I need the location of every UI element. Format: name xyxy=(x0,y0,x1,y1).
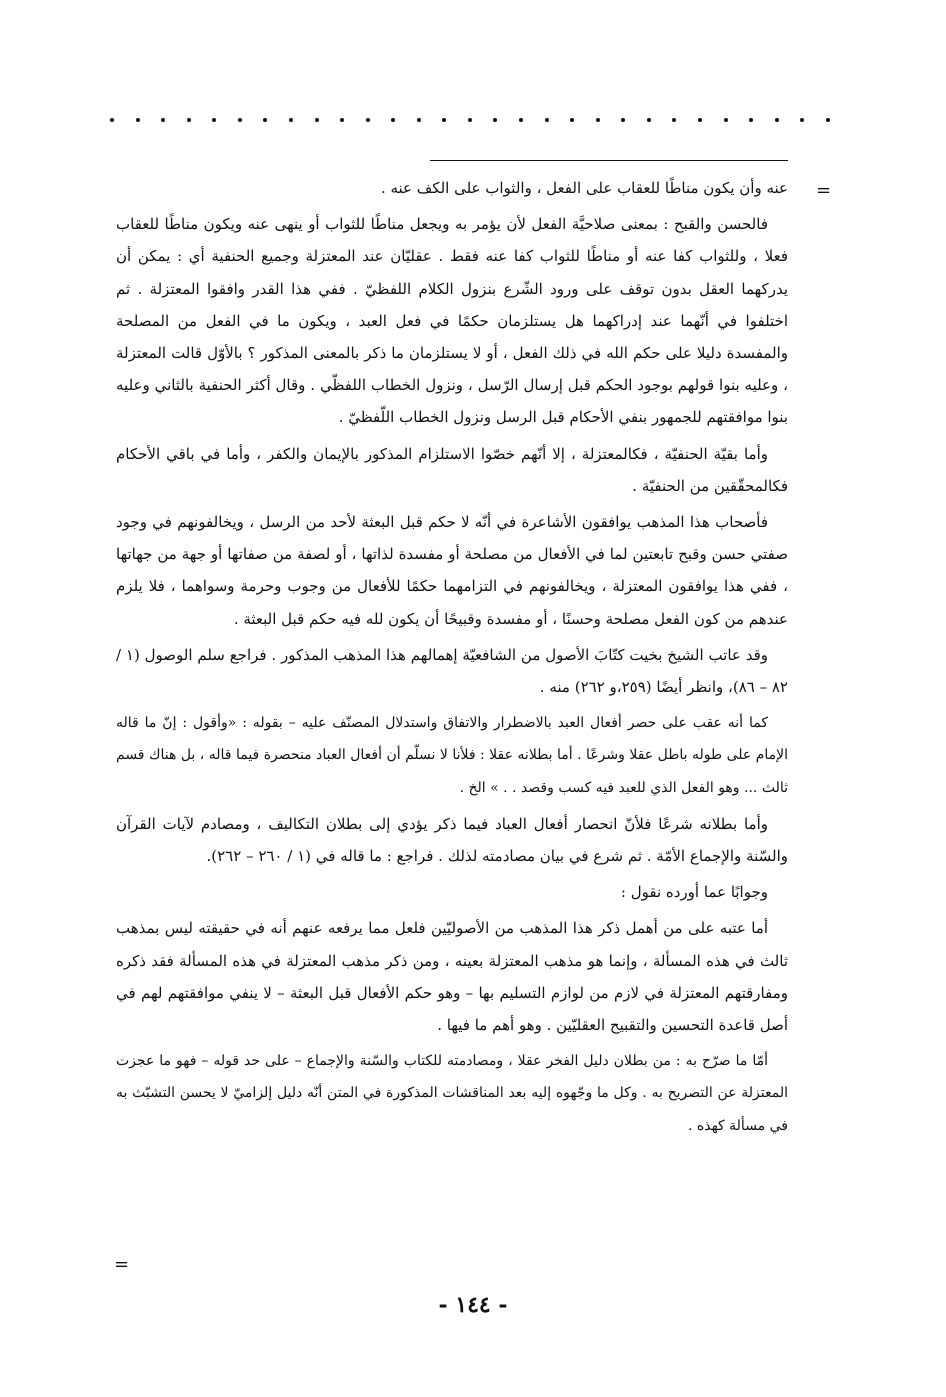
paragraph-2: فالحسن والقبح : بمعنى صلاحيَّة الفعل لأن يؤمر به ويجعل مناطًا للثواب أو ينهى عنه ويكون مناطًا للعقاب فعلا ، وللثواب كفا عنه أو مناطًا للثواب كفا عنه فقط . عقليّان عند المعتزلة وجميع الحنفية أي : يمكن أن يدركهما العقل بدون توقف على ورود الشّرع بنزول الكلام اللفظيّ . ففي هذا القدر وافقوا المعتزلة . ثم اختلفوا في أنّهما عند إدراكهما هل يستلزمان حكمًا في فعل العبد ، ويكون ما في الفعل من المصلحة والمفسدة دليلا على حكم الله في ذلك الفعل ، أو لا يستلزمان ما ذكر بالمعنى المذكور ؟ بالأوّل قالت المعتزلة ، وعليه بنوا قولهم بوجود الحكم قبل إرسال الرّسل ، ونزول الخطاب اللفظّي . وقال أكثر الحنفية بالثاني وعليه بنوا موافقتهم للجمهور بنفي الأحكام قبل الرسل ونزول الخطاب اللّفظيّ . xyxy=(116,215,788,427)
paragraph-1: عنه وأن يكون مناطًا للعقاب على الفعل ، والثواب على الكف عنه . xyxy=(380,179,788,197)
footnote-body xyxy=(116,172,788,1146)
paragraph-7: وأما بطلانه شرعًا فلأنّ انحصار أفعال العباد فيما ذكر يؤدي إلى بطلان التكاليف ، ومصادم لآيات القرآن والسّنة والإجماع الأمّة . ثم شرع في بيان مصادمته لذلك . فراجع : ما قاله في (١ / ٢٦٠ – ٢٦٢). xyxy=(116,814,788,866)
paragraph-6: كما أنه عقب على حصر أفعال العبد بالاضطرار والاتفاق واستدلال المصنّف عليه – بقوله : «وأقول : إنّ ما قاله الإمام على طوله باطل عقلا وشرعًا . أما بطلانه عقلا : فلأنا لا نسلّم أن أفعال العباد منحصرة فيما قاله ، بل هناك قسم ثالث ... وهو الفعل الذي للعبد فيه كسب وقصد . . » الخ . xyxy=(116,715,788,796)
paragraph-10: أمّا ما صرّح به : من بطلان دليل الفخر عقلا ، ومصادمته للكتاب والسّنة والإجماع – على حد قوله – فهو ما عجزت المعتزلة عن التصريح به . وكل ما وجّهوه إليه بعد المناقشات المذكورة في المتن أنّه دليل إلزاميّ لا يحسن التشبّث به في مسألة كهذه . xyxy=(116,1053,788,1134)
paragraph-4: فأصحاب هذا المذهب يوافقون الأشاعرة في أنّه لا حكم قبل البعثة لأحد من الرسل ، ويخالفونهم في وجود صفتي حسن وقبح تابعتين لما في الأفعال من مصلحة أو مفسدة لذاتها ، أو لصفة من صفاتها أو جهة من جهاتها ، ففي هذا يوافقون المعتزلة ، ويخالفونهم في التزامهما حكمًا للأفعال من وجوب وحرمة وسواهما ، فلا يلزم عندهم من كون الفعل مصلحة وحسنًا ، أو مفسدة وقبيحًا أن يكون لله فيه حكم قبل البعثة . xyxy=(116,513,788,628)
footnote-rule xyxy=(430,160,788,161)
paragraph-3: وأما بقيّة الحنفيّة ، فكالمعتزلة ، إلا أنّهم خصّوا الاستلزام المذكور بالإيمان والكفر ، وأما في باقي الأحكام فكالمحقّقين من الحنفيّة . xyxy=(116,444,788,495)
page-number: - ١٤٤ - xyxy=(438,1292,508,1318)
continuation-mark-bottom: = xyxy=(114,1254,130,1275)
paragraph-9: أما عتبه على من أهمل ذكر هذا المذهب من الأصوليّين فلعل مما يرفعه عنهم أنه في حقيقته ليس بمذهب ثالث في هذه المسألة ، وإنما هو مذهب المعتزلة بعينه ، ومن ذكر مذهب المعتزلة في هذه المسألة فقد ذكره ومفارقتهم المعتزلة في لازم من لوازم التسليم بها – وهو حكم الأفعال قبل البعثة – لا ينفي موافقتهم لهم في أصل قاعدة التحسين والتقبيح العقليّين . وهو أهم ما فيها . xyxy=(116,919,788,1035)
dotted-separator xyxy=(110,118,830,122)
continuation-mark-top: = xyxy=(816,180,832,201)
paragraph-8: وجوابًا عما أورده نقول : xyxy=(620,883,768,902)
paragraph-5: وقد عاتب الشيخ بخيت كتّابَ الأصول من الشافعيّة إهمالهم هذا المذهب المذكور . فراجع سلم الوصول (١ / ٨٢ – ٨٦)، وانظر أيضًا (٢٥٩،و ٢٦٢) منه . xyxy=(116,645,788,697)
